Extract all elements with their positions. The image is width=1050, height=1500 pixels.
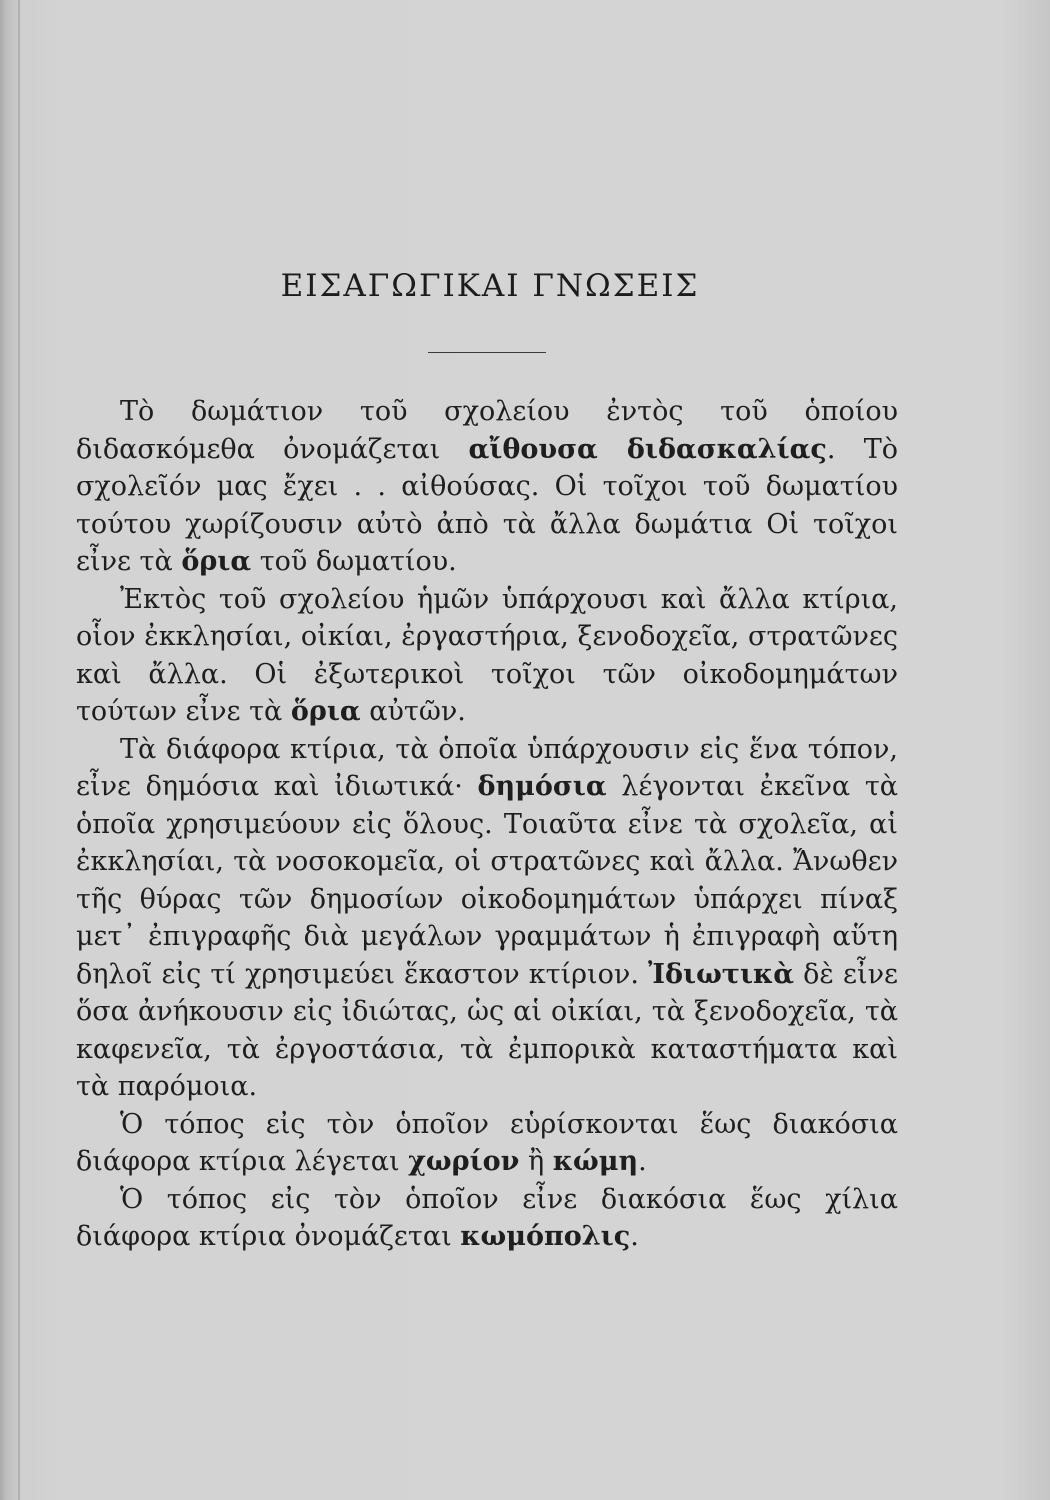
binding-gutter xyxy=(18,0,20,1500)
title-divider xyxy=(428,352,546,353)
paragraph xyxy=(76,1181,898,1256)
body-text xyxy=(76,393,898,1256)
bold-term: χωρίον xyxy=(408,1146,520,1177)
text-run: ἢ xyxy=(519,1146,553,1177)
text-run: δὲ εἶνε ὅσα ἀνήκουσιν εἰς ἰδιώτας, ὡς αἱ οἰκίαι, τὰ ξενοδοχεῖα, τὰ καφενεῖα, τὰ ἐργοστάσια, τὰ ἐμπορικὰ καταστήματα καὶ τὰ παρόμοια. xyxy=(76,958,898,1102)
paragraph xyxy=(76,581,898,731)
text-run: τοῦ δωματίου. xyxy=(251,546,457,577)
text-run: . xyxy=(638,1146,647,1177)
paragraph xyxy=(76,1106,898,1181)
text-run: Ὁ τόπος εἰς τὸν ὁποῖον εἶνε διακόσια ἕως χίλια διάφορα κτίρια ὀνομάζεται xyxy=(76,1183,898,1252)
bold-term: Ἰδιωτικὰ xyxy=(648,958,795,990)
bold-term: κωμόπολις xyxy=(460,1221,631,1252)
chapter-title: ΕΙΣΑΓΩΓΙΚΑΙ ΓΝΩΣΕΙΣ xyxy=(280,268,700,304)
text-run: Ὁ τόπος εἰς τὸν ὁποῖον εὑρίσκονται ἕως διακόσια διάφορα κτίρια λέγεται xyxy=(76,1108,898,1177)
bold-term: αἴθουσα διδασκαλίας xyxy=(468,433,827,465)
bold-term: δημόσια xyxy=(477,771,607,802)
bold-term: ὅρια xyxy=(290,696,361,727)
text-run: Ἐκτὸς τοῦ σχολείου ἡμῶν ὑπάρχουσι καὶ ἄλλα κτίρια, οἷον ἐκκλησίαι, οἰκίαι, ἐργαστήρια, ξενοδοχεῖα, στρατῶνες καὶ ἄλλα. Οἱ ἐξωτερικοὶ τοῖχοι τῶν οἰκοδομημάτων τούτων εἶνε τὰ xyxy=(76,583,898,727)
text-run: Τὸ δωμάτιον τοῦ σχολείου ἐντὸς τοῦ ὁποίου διδασκόμεθα ὀνομάζεται xyxy=(76,396,898,465)
bold-term: ὅρια xyxy=(181,546,252,577)
paragraph xyxy=(76,731,898,1106)
bold-term: κώμη xyxy=(552,1146,639,1177)
text-run: . Τὸ σχολεῖόν μας ἔχει . . αἰθούσας. Οἱ τοῖχοι τοῦ δωματίου τούτου χωρίζουσιν αὐτὸ ἀπὸ τὰ ἄλλα δωμάτια Οἱ τοῖχοι εἶνε τὰ xyxy=(76,433,898,577)
paragraph xyxy=(76,393,898,581)
text-run: αὐτῶν. xyxy=(360,696,466,727)
text-run: . xyxy=(630,1221,639,1252)
text-run: λέγονται ἐκεῖνα τὰ ὁποῖα χρησιμεύουν εἰς ὅλους. Τοιαῦτα εἶνε τὰ σχολεῖα, αἱ ἐκκλησίαι, τὰ νοσοκομεῖα, οἱ στρατῶνες καὶ ἄλλα. Ἄνωθεν τῆς θύρας τῶν δημοσίων οἰκοδομημάτων ὑπάρχει πίναξ μετ᾽ ἐπιγραφῆς διὰ μεγάλων γραμμάτων ἡ ἐπιγραφὴ αὕτη δηλοῖ εἰς τί χρησιμεύει ἕκαστον κτίριον. xyxy=(76,771,898,990)
text-run: Τὰ διάφορα κτίρια, τὰ ὁποῖα ὑπάρχουσιν εἰς ἕνα τόπον, εἶνε δημόσια καὶ ἰδιωτικά· xyxy=(76,733,898,802)
